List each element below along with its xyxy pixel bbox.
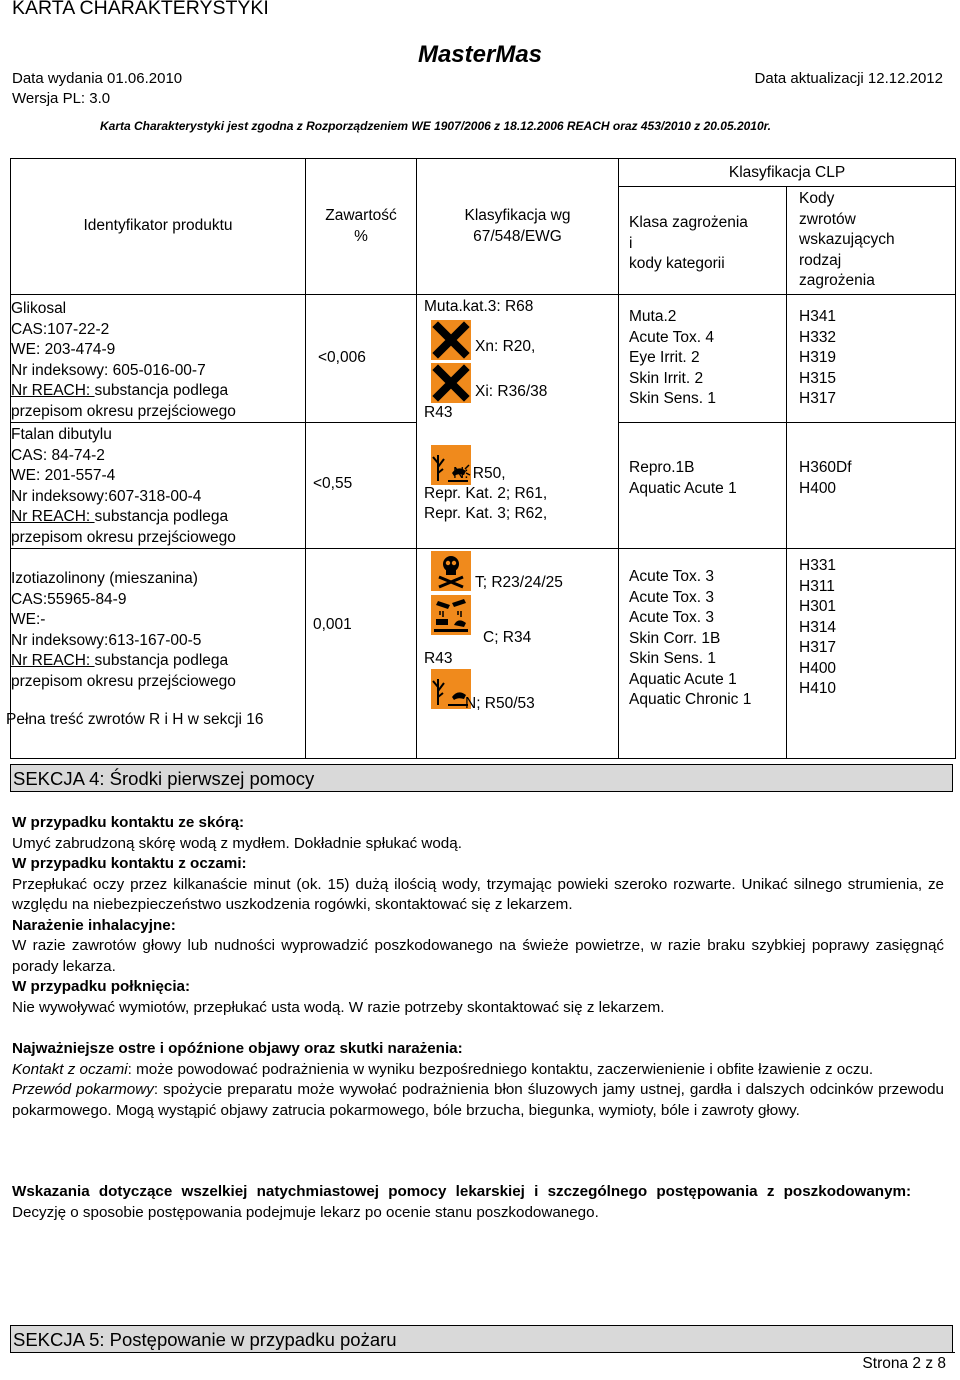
section5-title: SEKCJA 5: Postępowanie w przypadku pożaru bbox=[10, 1325, 953, 1353]
row-glikosal-identifier: Glikosal CAS:107-22-2 WE: 203-474-9 Nr indeksowy: 605-016-00-7 Nr REACH: substancja podlega przepisom okresu przejściowego bbox=[11, 295, 306, 423]
update-date: Data aktualizacji 12.12.2012 bbox=[754, 70, 943, 87]
effects-heading: Najważniejsze ostre i opóźnione objawy oraz skutki narażenia: bbox=[12, 1040, 463, 1057]
section4-title: SEKCJA 4: Środki pierwszej pomocy bbox=[10, 764, 953, 792]
medical-block bbox=[12, 1182, 944, 1223]
header-classification-67-548: Klasyfikacja wg 67/548/EWG bbox=[417, 159, 619, 295]
medical-text: Decyzję o sposobie postępowania podejmuje lekarz po ocenie stanu poszkodowanego. bbox=[12, 1203, 599, 1221]
swallow-text: Nie wywoływać wymiotów, przepłukać usta wodą. W razie potrzeby skontaktować się z lekarzem. bbox=[12, 998, 665, 1016]
skin-heading: W przypadku kontaktu ze skórą: bbox=[12, 814, 245, 831]
t-toxic-skull-icon bbox=[428, 549, 474, 593]
row-glikosal-content: <0,006 bbox=[306, 295, 417, 423]
row-ftalan-codes: H360Df H400 bbox=[787, 423, 956, 549]
row-izotiazolinony-content: 0,001 bbox=[306, 549, 417, 759]
row-ftalan-identifier: Ftalan dibutylu CAS: 84-74-2 WE: 201-557-4 Nr indeksowy:607-318-00-4 Nr REACH: substancja podlega przepisom okresu przejściowego bbox=[11, 423, 306, 549]
regulation-note: Karta Charakterystyki jest zgodna z Rozporządzeniem WE 1907/2006 z 18.12.2006 REACH oraz 453/2010 z 20.05.2010r. bbox=[100, 119, 771, 133]
swallow-heading: W przypadku połknięcia: bbox=[12, 978, 191, 995]
xn-harmful-icon bbox=[428, 320, 474, 360]
row-izotiazolinony-classification: T; R23/24/25 C; R34 R43 N; R50/53 bbox=[417, 549, 619, 759]
row-ftalan-hazard-class: Repro.1B Aquatic Acute 1 bbox=[619, 423, 787, 549]
effects-block bbox=[12, 1039, 944, 1121]
inhalation-heading: Narażenie inhalacyjne: bbox=[12, 916, 176, 934]
eyes-heading: W przypadku kontaktu z oczami: bbox=[12, 855, 247, 872]
digestive-text: Przewód pokarmowy: spożycie preparatu może wywołać podrażnienia błon śluzowych jamy ustnej, gardła i dalszych odcinków przewodu pokarmowego. Mogą wystąpić objawy zatrucia pokarmowego, bóle brzucha, biegunka, wymioty, bóle i zawroty głowy. bbox=[12, 1081, 944, 1119]
row-glikosal-codes: H341 H332 H319 H315 H317 bbox=[787, 295, 956, 423]
footer-divider bbox=[10, 1352, 955, 1353]
xi-irritant-icon bbox=[428, 363, 474, 403]
issue-date: Data wydania 01.06.2010 bbox=[12, 70, 183, 87]
eye-contact-text: Kontakt z oczami: może powodować podrażnienia w wyniku bezpośredniego kontaktu, zaczerwienienie i obfite łzawienie z oczu. bbox=[12, 1060, 874, 1078]
row-glikosal-hazard-class: Muta.2 Acute Tox. 4 Eye Irrit. 2 Skin Irrit. 2 Skin Sens. 1 bbox=[619, 295, 787, 423]
table-footnote: Pełna treść zwrotów R i H w sekcji 16 bbox=[6, 711, 264, 728]
row-izotiazolinony-hazard-class: Acute Tox. 3 Acute Tox. 3 Acute Tox. 3 Skin Corr. 1B Skin Sens. 1 Aquatic Acute 1 Aquatic Chronic 1 bbox=[619, 549, 787, 759]
row-izotiazolinony-codes: H331 H311 H301 H314 H317 H400 H410 bbox=[787, 549, 956, 759]
eyes-text: Przepłukać oczy przez kilkanaście minut (ok. 15) dużą ilością wody, trzymając powieki szeroko rozwarte. Unikać silnego strumienia, ze względu na niebezpieczeństwo uszkodzenia rogówki, skontaktować się z lekarzem. bbox=[12, 875, 944, 913]
version: Wersja PL: 3.0 bbox=[12, 90, 111, 107]
skin-text: Umyć zabrudzoną skórę wodą z mydłem. Dokładnie spłukać wodą. bbox=[12, 834, 462, 852]
page-number: Strona 2 z 8 bbox=[862, 1355, 946, 1372]
row-glikosal-ftalan-classification: Muta.kat.3: R68 Xn: R20, Xi: R36/38 R43 N: R50, Repr. Kat. 2; R61, Repr. Kat. 3; R62, bbox=[417, 295, 619, 549]
header-identifier: Identyfikator produktu bbox=[11, 159, 306, 295]
header-hazard-class: Klasa zagrożenia i kody kategorii bbox=[619, 187, 787, 295]
inhalation-text: W razie zawrotów głowy lub nudności wyprowadzić poszkodowanego na świeże powietrze, w razie braku szybkiej poprawy zasięgnąć porady lekarza. bbox=[12, 937, 944, 975]
section4-body bbox=[12, 813, 944, 1018]
document-title: KARTA CHARAKTERYSTYKI bbox=[12, 0, 269, 19]
header-clp: Klasyfikacja CLP bbox=[619, 159, 956, 187]
row-izotiazolinony-identifier: Izotiazolinony (mieszanina) CAS:55965-84-9 WE:- Nr indeksowy:613-167-00-5 Nr REACH: substancja podlega przepisom okresu przejściowego Pełna treść zwrotów R i H w sekcji 16 bbox=[11, 549, 306, 759]
row-ftalan-content: <0,55 bbox=[306, 423, 417, 549]
medical-heading: Wskazania dotyczące wszelkiej natychmiastowej pomocy lekarskiej i szczególnego postępowania z poszkodowanym: bbox=[12, 1183, 912, 1200]
header-hazard-codes: Kody zwrotów wskazujących rodzaj zagrożenia bbox=[787, 187, 956, 295]
c-corrosive-icon bbox=[428, 595, 474, 637]
composition-table bbox=[6, 158, 956, 759]
brand-name: MasterMas bbox=[417, 41, 543, 68]
header-content: Zawartość % bbox=[306, 159, 417, 295]
